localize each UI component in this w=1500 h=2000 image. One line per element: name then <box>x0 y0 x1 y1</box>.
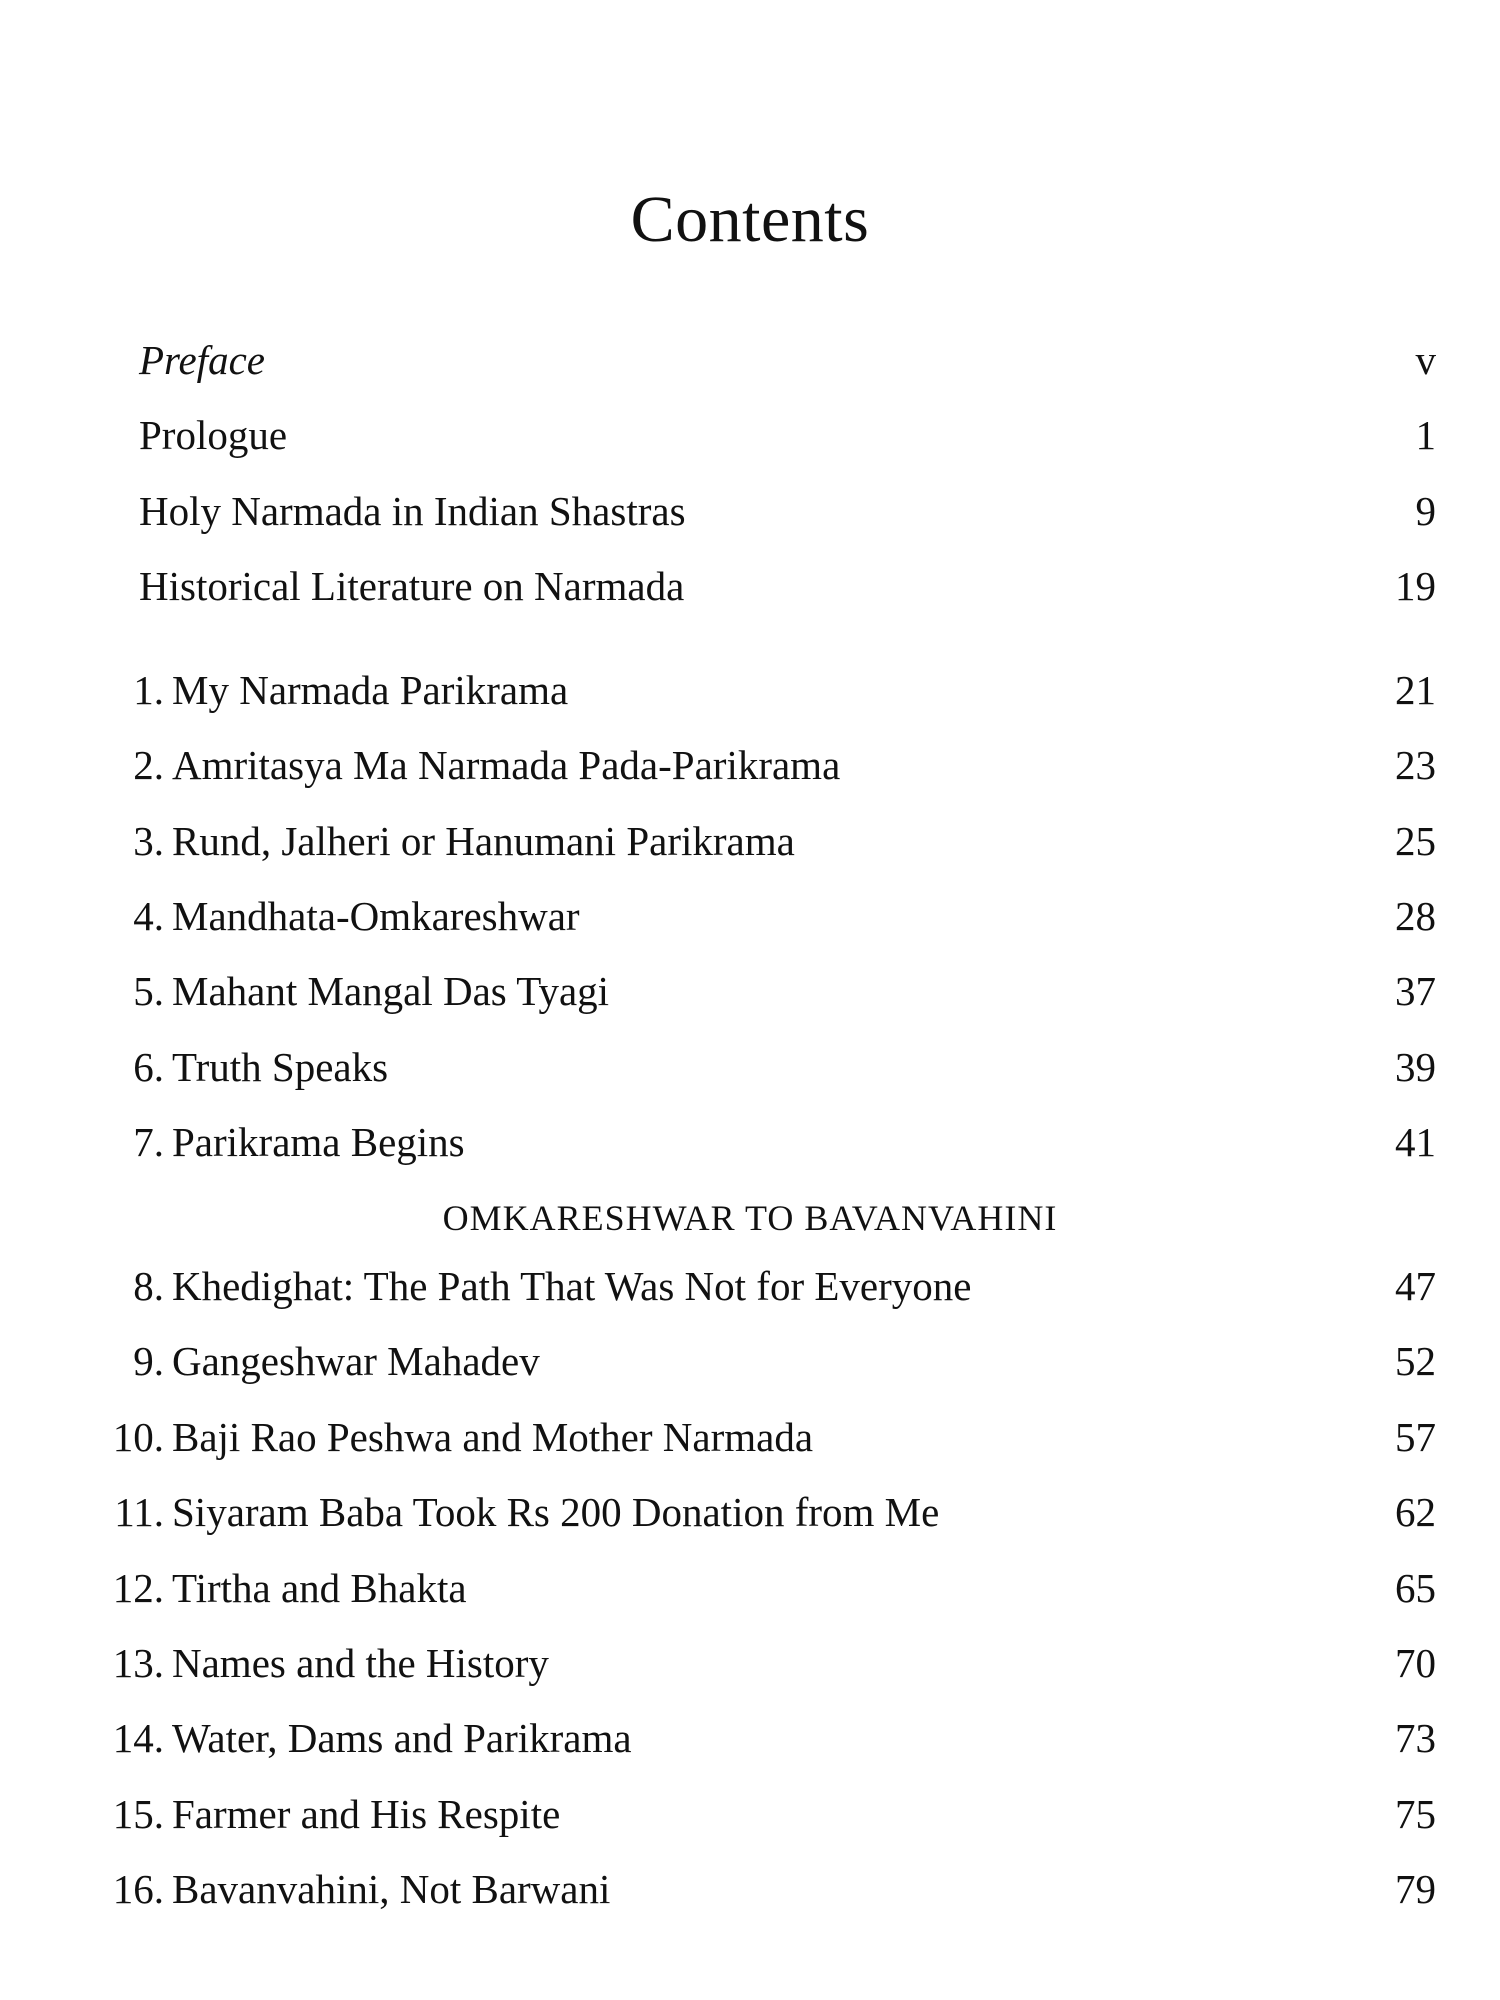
toc-entry-label: Preface <box>139 337 265 383</box>
toc-chapter-number: 3. <box>133 818 164 864</box>
toc-entry-page: 57 <box>1395 1414 1436 1460</box>
toc-entry-label: My Narmada Parikrama <box>172 667 569 713</box>
toc-entry-label: Khedighat: The Path That Was Not for Everyone <box>172 1263 972 1309</box>
toc-entry-page: 9 <box>1415 488 1436 534</box>
section-heading-text: OMKARESHWAR TO BAVANVAHINI <box>442 1198 1058 1238</box>
toc-chapter-9 <box>0 1331 1500 1391</box>
toc-entry-page: 1 <box>1415 412 1436 458</box>
toc-chapter-10 <box>0 1407 1500 1467</box>
toc-chapter-number: 6. <box>133 1044 164 1090</box>
toc-chapter-number: 10. <box>112 1414 164 1460</box>
toc-chapter-number: 15. <box>112 1791 164 1837</box>
toc-chapter-12 <box>0 1558 1500 1618</box>
toc-chapter-4 <box>0 886 1500 946</box>
toc-entry-label: Siyaram Baba Took Rs 200 Donation from Me <box>172 1489 940 1535</box>
toc-entry-holy-narmada <box>0 481 1500 541</box>
toc-entry-label: Prologue <box>139 412 288 458</box>
toc-chapter-8 <box>0 1256 1500 1316</box>
toc-entry-label: Water, Dams and Parikrama <box>172 1715 632 1761</box>
toc-entry-page: 79 <box>1395 1866 1436 1912</box>
toc-entry-historical-literature <box>0 556 1500 616</box>
toc-chapter-3 <box>0 811 1500 871</box>
toc-entry-label: Mahant Mangal Das Tyagi <box>172 968 610 1014</box>
toc-chapter-7 <box>0 1112 1500 1172</box>
toc-entry-page: 62 <box>1395 1489 1436 1535</box>
toc-entry-label: Bavanvahini, Not Barwani <box>172 1866 611 1912</box>
toc-chapter-number: 5. <box>133 968 164 1014</box>
toc-chapter-2 <box>0 735 1500 795</box>
section-heading <box>0 1188 1500 1248</box>
toc-entry-label: Mandhata-Omkareshwar <box>172 893 580 939</box>
toc-entry-page: v <box>1415 337 1436 383</box>
toc-entry-label: Tirtha and Bhakta <box>172 1565 467 1611</box>
toc-entry-page: 21 <box>1395 667 1436 713</box>
toc-entry-label: Truth Speaks <box>172 1044 389 1090</box>
toc-chapter-6 <box>0 1037 1500 1097</box>
page-title: Contents <box>630 183 870 256</box>
toc-entry-page: 70 <box>1395 1640 1436 1686</box>
toc-chapter-1 <box>0 660 1500 720</box>
toc-entry-page: 65 <box>1395 1565 1436 1611</box>
toc-chapter-11 <box>0 1482 1500 1542</box>
toc-entry-page: 39 <box>1395 1044 1436 1090</box>
toc-entry-page: 19 <box>1395 563 1436 609</box>
toc-entry-label: Historical Literature on Narmada <box>139 563 685 609</box>
toc-chapter-number: 11. <box>114 1489 164 1535</box>
toc-chapter-number: 16. <box>112 1866 164 1912</box>
toc-entry-label: Farmer and His Respite <box>172 1791 561 1837</box>
toc-chapter-number: 12. <box>112 1565 164 1611</box>
toc-entry-label: Amritasya Ma Narmada Pada-Parikrama <box>172 742 841 788</box>
toc-entry-label: Parikrama Begins <box>172 1119 465 1165</box>
toc-entry-prologue <box>0 405 1500 465</box>
toc-entry-page: 23 <box>1395 742 1436 788</box>
toc-chapter-15 <box>0 1784 1500 1844</box>
toc-chapter-number: 2. <box>133 742 164 788</box>
toc-chapter-number: 1. <box>133 667 164 713</box>
toc-entry-page: 73 <box>1395 1715 1436 1761</box>
toc-entry-page: 37 <box>1395 968 1436 1014</box>
toc-entry-page: 28 <box>1395 893 1436 939</box>
toc-chapter-13 <box>0 1633 1500 1693</box>
toc-entry-page: 41 <box>1395 1119 1436 1165</box>
toc-entry-label: Baji Rao Peshwa and Mother Narmada <box>172 1414 814 1460</box>
toc-chapter-number: 13. <box>112 1640 164 1686</box>
toc-chapter-16 <box>0 1859 1500 1919</box>
toc-chapter-14 <box>0 1708 1500 1768</box>
toc-chapter-number: 9. <box>133 1338 164 1384</box>
toc-chapter-number: 7. <box>133 1119 164 1165</box>
toc-entry-preface <box>0 330 1500 390</box>
toc-entry-label: Rund, Jalheri or Hanumani Parikrama <box>172 818 795 864</box>
toc-chapter-number: 8. <box>133 1263 164 1309</box>
toc-chapter-5 <box>0 961 1500 1021</box>
toc-entry-page: 47 <box>1395 1263 1436 1309</box>
toc-chapter-number: 4. <box>133 893 164 939</box>
toc-entry-page: 75 <box>1395 1791 1436 1837</box>
toc-chapter-number: 14. <box>112 1715 164 1761</box>
toc-entry-label: Holy Narmada in Indian Shastras <box>139 488 686 534</box>
toc-entry-label: Gangeshwar Mahadev <box>172 1338 540 1384</box>
toc-entry-page: 52 <box>1395 1338 1436 1384</box>
toc-entry-page: 25 <box>1395 818 1436 864</box>
toc-entry-label: Names and the History <box>172 1640 549 1686</box>
